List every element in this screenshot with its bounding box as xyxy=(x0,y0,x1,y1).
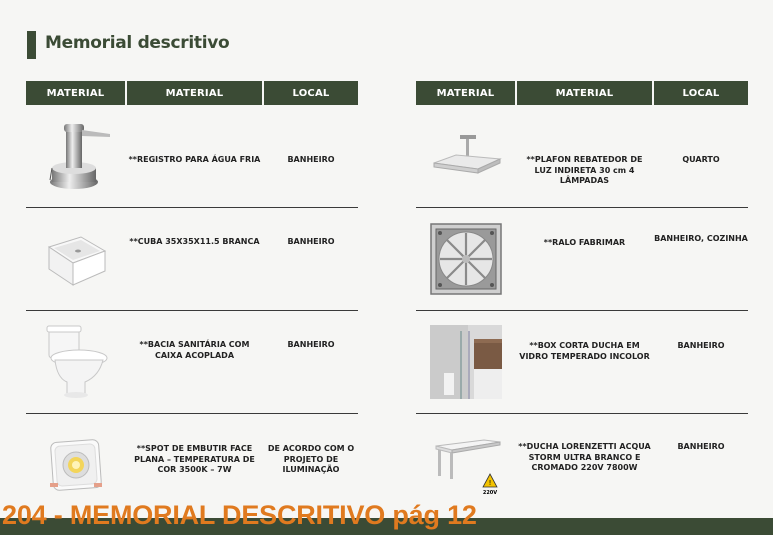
table-row xyxy=(26,311,358,414)
header-local: LOCAL xyxy=(654,81,748,105)
materials-table-right xyxy=(416,81,748,516)
material-description: **REGISTRO PARA ÁGUA FRIA xyxy=(128,155,261,164)
material-description: **BOX CORTA DUCHA EM VIDRO TEMPERADO INCOLOR xyxy=(519,341,650,361)
material-local: BANHEIRO xyxy=(677,341,725,350)
header-local: LOCAL xyxy=(264,81,358,105)
material-description: **RALO FABRIMAR xyxy=(543,238,626,247)
table-header xyxy=(26,81,358,105)
header-material-image: MATERIAL xyxy=(416,81,515,105)
ceiling-light-icon xyxy=(428,131,504,181)
sink-bowl-icon xyxy=(41,229,111,289)
table-row xyxy=(26,105,358,208)
material-local: BANHEIRO xyxy=(287,340,335,349)
material-description: **CUBA 35X35X11.5 BRANCA xyxy=(129,237,260,246)
header-material-image: MATERIAL xyxy=(26,81,125,105)
table-row xyxy=(416,208,748,311)
table-row xyxy=(26,208,358,311)
page-footer-label: 204 - MEMORIAL DESCRITIVO pág 12 xyxy=(2,500,477,530)
header-material-desc: MATERIAL xyxy=(517,81,652,105)
materials-table-left xyxy=(26,81,358,516)
material-local: BANHEIRO xyxy=(287,155,335,164)
shower-box-icon xyxy=(430,325,502,399)
shower-head-icon xyxy=(430,430,502,500)
table-row xyxy=(416,105,748,208)
material-description: **SPOT DE EMBUTIR FACE PLANA – TEMPERATURA DE COR 3500K – 7W xyxy=(134,444,255,474)
material-local: QUARTO xyxy=(682,155,720,164)
material-description: **BACIA SANITÁRIA COM CAIXA ACOPLADA xyxy=(139,340,250,360)
material-local: DE ACORDO COM O PROJETO DE ILUMINAÇÃO xyxy=(267,444,355,474)
page-title: Memorial descritivo xyxy=(45,33,230,53)
material-local: BANHEIRO xyxy=(287,237,335,246)
voltage-label: 220V xyxy=(482,490,497,496)
drain-grate-icon xyxy=(430,223,502,295)
title-accent-bar xyxy=(27,31,36,59)
material-description: **PLAFON REBATEDOR DE LUZ INDIRETA 30 cm 4 LÂMPADAS xyxy=(526,155,643,185)
spotlight-icon xyxy=(48,437,104,493)
table-row xyxy=(416,311,748,414)
header-material-desc: MATERIAL xyxy=(127,81,262,105)
material-local: BANHEIRO xyxy=(677,442,725,451)
faucet-icon xyxy=(36,120,116,192)
table-header xyxy=(416,81,748,105)
svg-text:!: ! xyxy=(488,479,491,487)
material-local: BANHEIRO, COZINHA xyxy=(654,234,748,243)
toilet-icon xyxy=(41,324,111,400)
material-description: **DUCHA LORENZETTI ACQUA STORM ULTRA BRANCO E CROMADO 220V 7800W xyxy=(518,442,651,472)
